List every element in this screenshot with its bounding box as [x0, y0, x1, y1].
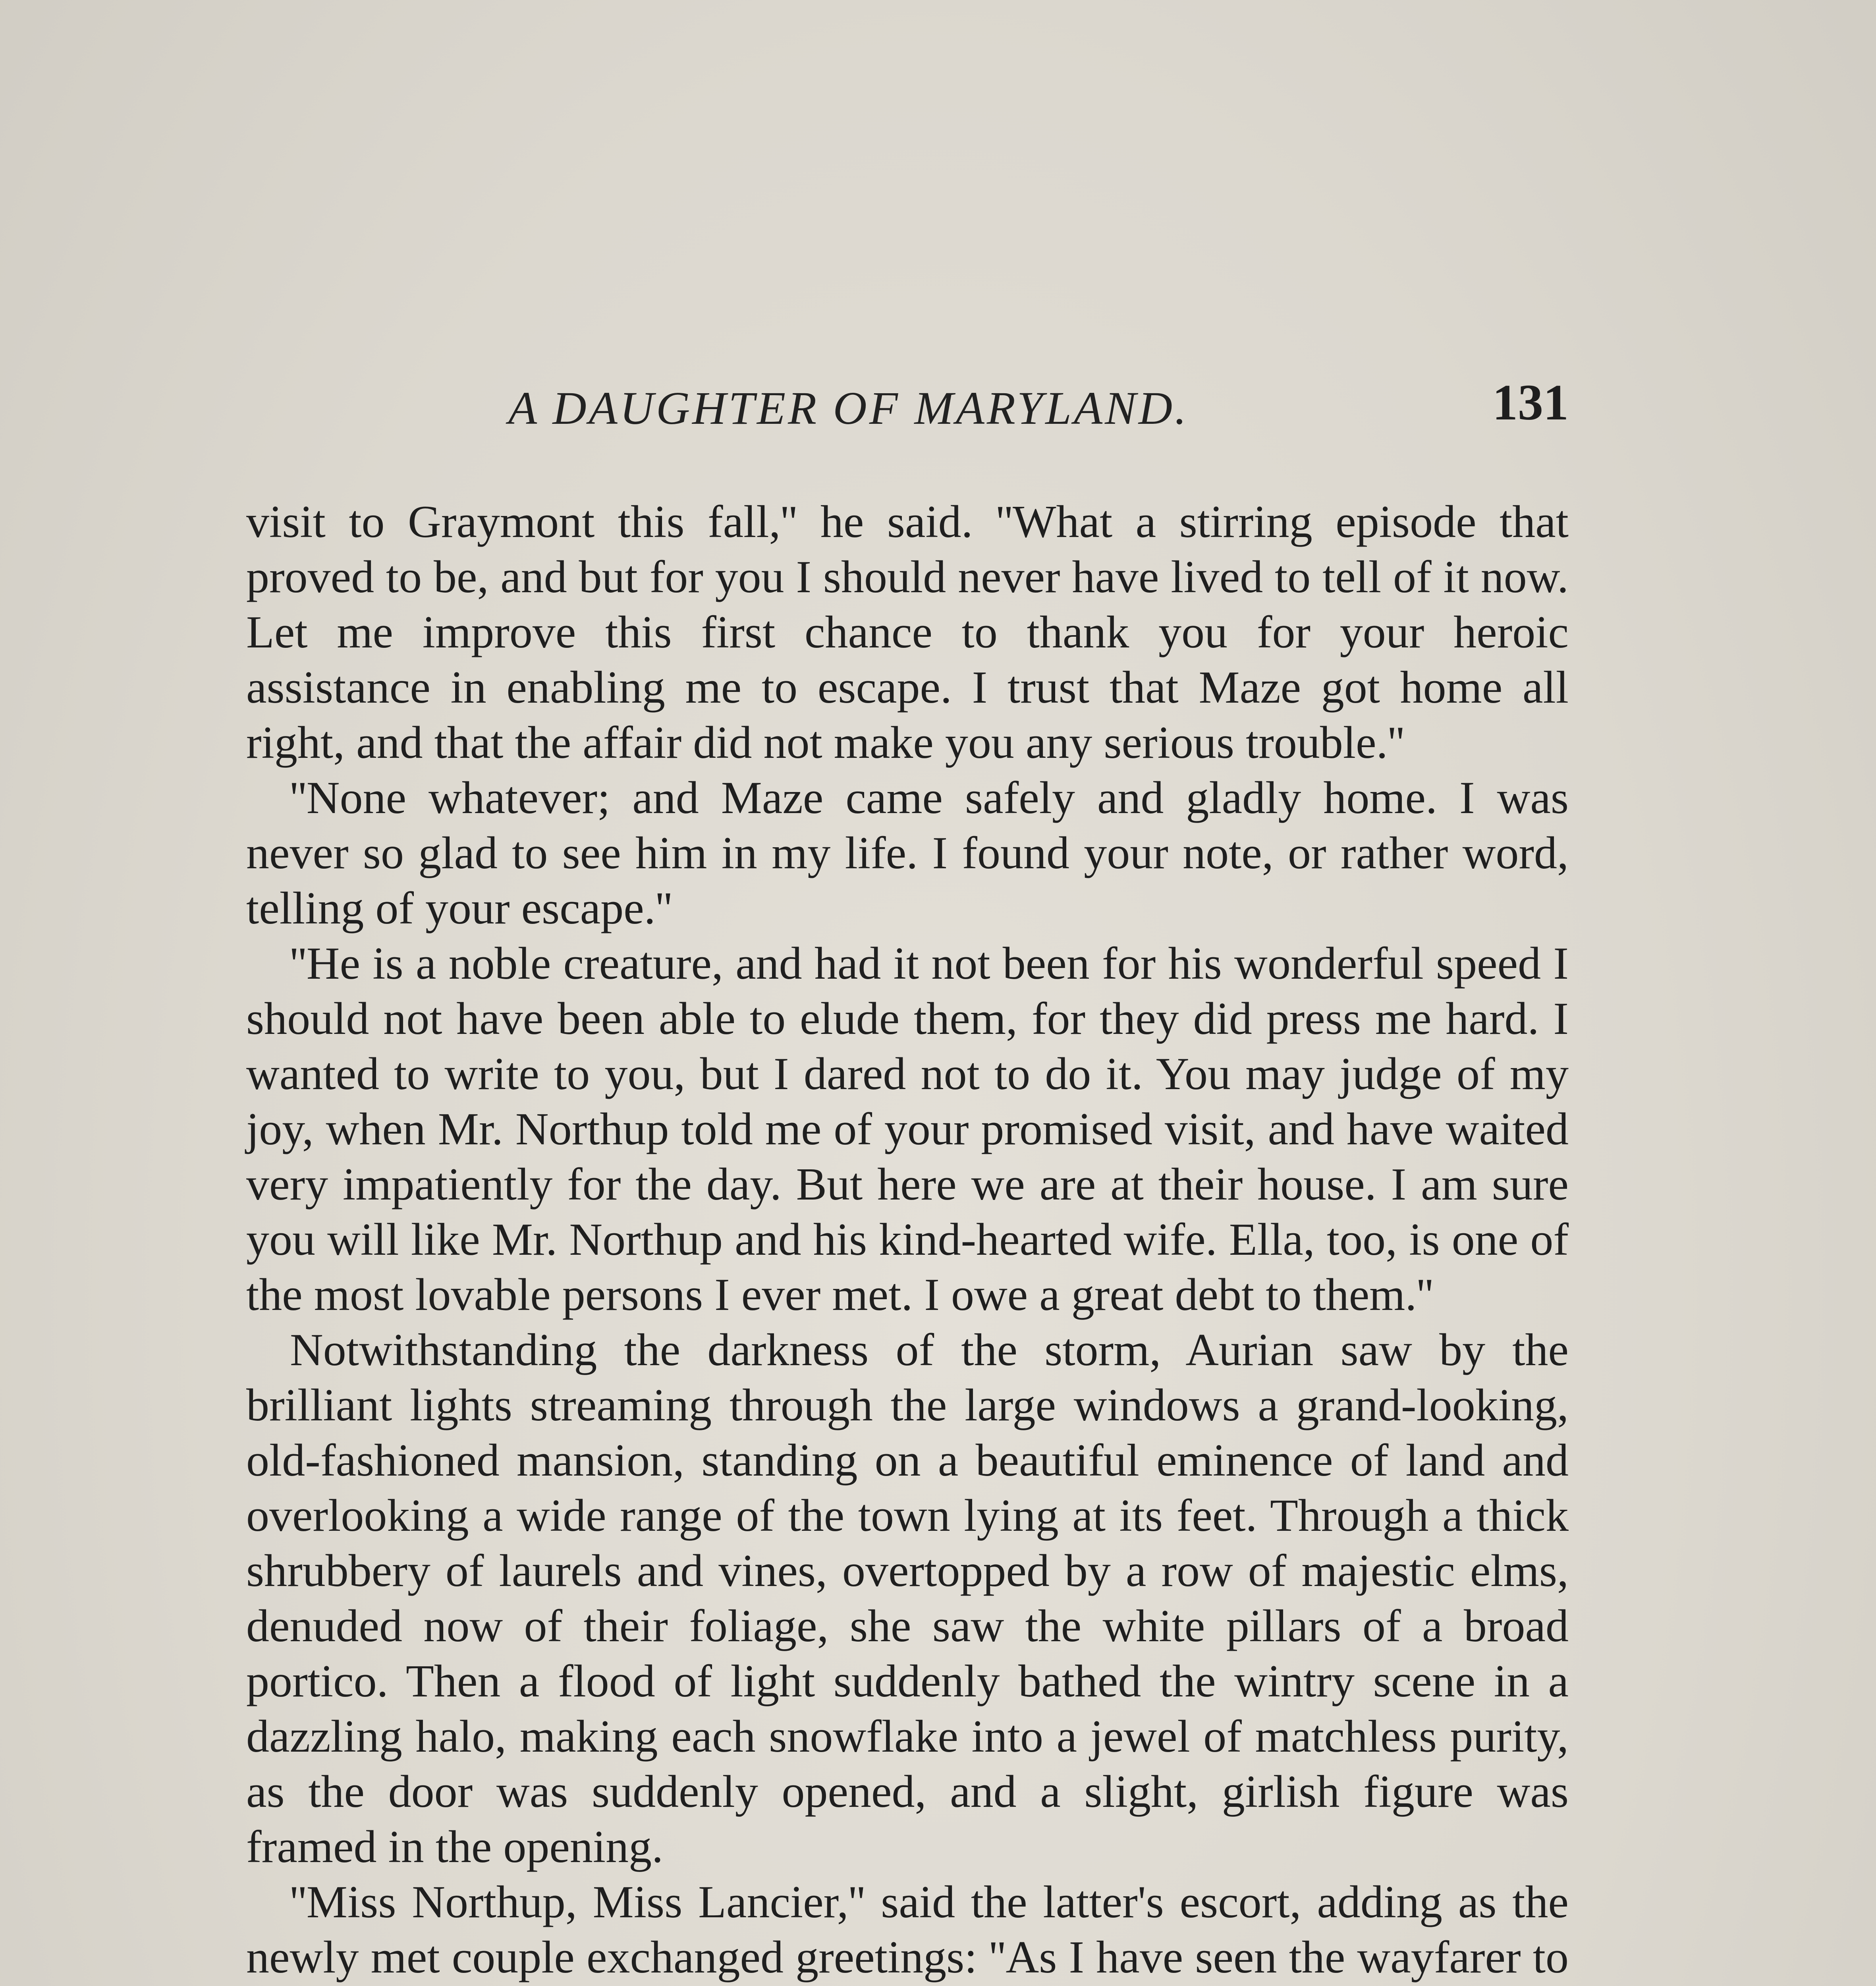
running-title: A DAUGHTER OF MARYLAND. [508, 382, 1189, 434]
page-number: 131 [1492, 374, 1569, 431]
paragraph: ''Miss Northup, Miss Lancier,'' said the latter's escort, adding as the newly met couple exchanged greetings: ''As I have seen the wayfarer to [246, 1877, 1569, 1983]
paragraph: visit to Graymont this fall,'' he said. ''What a stirring episode that proved to be, and but for you I should never have lived to tell of it now. Let me improve this first chance to thank you for your heroic assistance in enabling me to escape. I trust that Maze got home all right, and that the affair did not make you any serious trouble.'' [246, 496, 1569, 768]
running-head [246, 365, 1569, 453]
paragraph: ''He is a noble creature, and had it not been for his wonderful speed I should not have been able to elude them, for they did press me hard. I wanted to write to you, but I dared not to do it. You may judge of my joy, when Mr. Northup told me of your promised visit, and have waited very impatiently for the day. But here we are at their house. I am sure you will like Mr. Northup and his kind-hearted wife. Ella, too, is one of the most lovable persons I ever met. I owe a great debt to them.'' [246, 938, 1569, 1320]
body-text [246, 495, 1569, 1986]
paragraph: ''None whatever; and Maze came safely and gladly home. I was never so glad to see him in my life. I found your note, or rather word, telling of your escape.'' [246, 773, 1569, 934]
paragraph: Notwithstanding the darkness of the storm, Aurian saw by the brilliant lights streaming through the large windows a grand-looking, old-fashioned mansion, standing on a beautiful eminence of land and overlooking a wide range of the town lying at its feet. Through a thick shrubbery of laurels and vines, overtopped by a row of majestic elms, denuded now of their foliage, she saw the white pillars of a broad portico. Then a flood of light suddenly bathed the wintry scene in a dazzling halo, making each snowflake into a jewel of matchless purity, as the door was suddenly opened, and a slight, girlish figure was framed in the opening. [246, 1325, 1569, 1872]
